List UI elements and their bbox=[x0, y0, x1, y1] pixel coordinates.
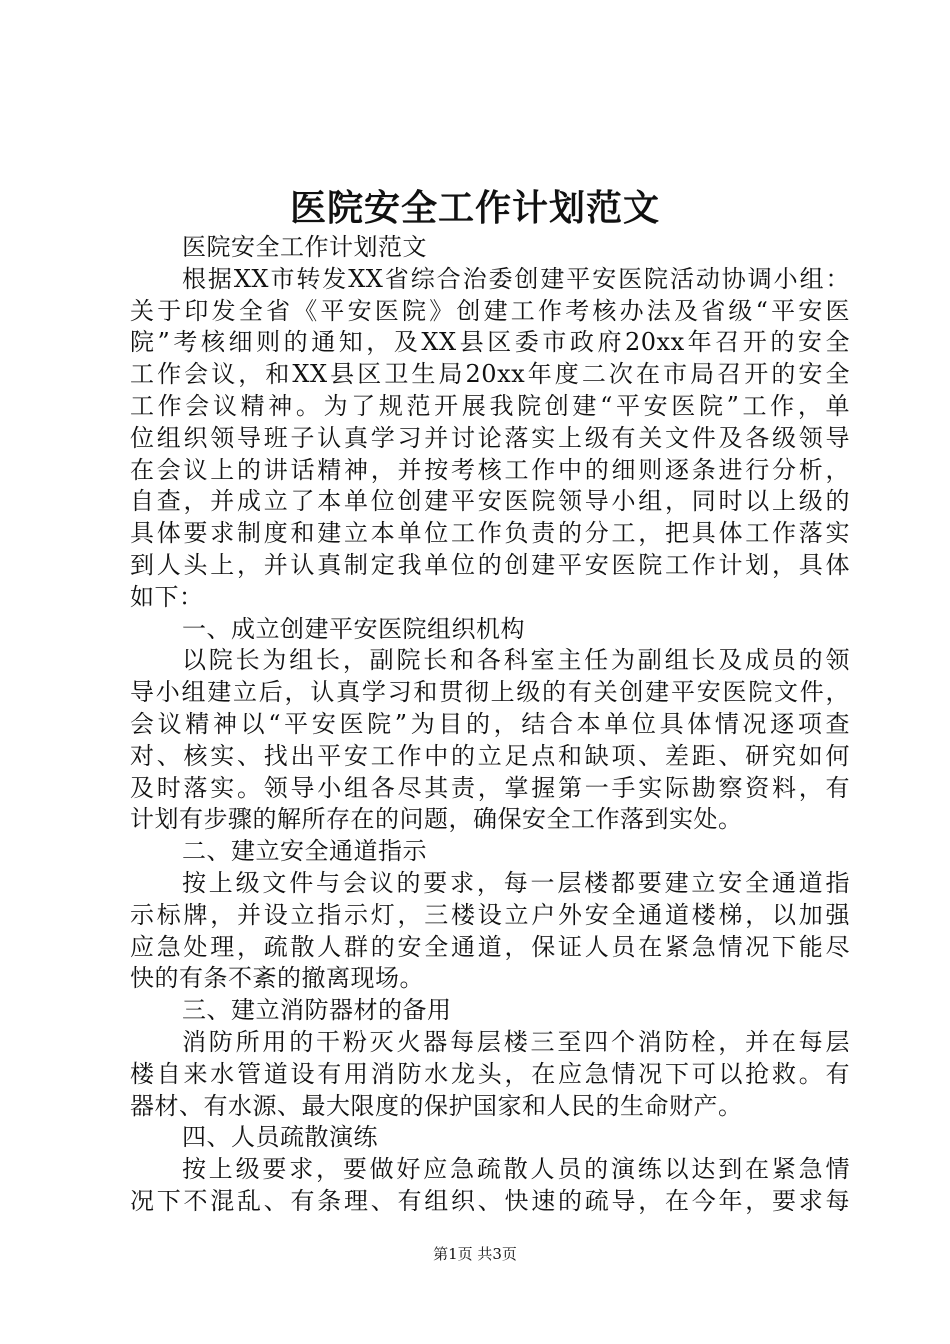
text-line: 四、人员疏散演练 bbox=[182, 1123, 378, 1152]
text-line: 在会议上的讲话精神，并按考核工作中的细则逐条进行分析， bbox=[130, 455, 850, 484]
text-line: 关于印发全省《平安医院》创建工作考核办法及省级“平安医 bbox=[130, 296, 850, 325]
text-line: 二、建立安全通道指示 bbox=[182, 837, 427, 866]
page-footer: 第1页 共3页 bbox=[433, 1245, 517, 1263]
text-line: 院”考核细则的通知，及XX县区委市政府20xx年召开的安全 bbox=[130, 328, 850, 357]
text-line: 快的有条不紊的撤离现场。 bbox=[130, 964, 424, 993]
text-line: 自查，并成立了本单位创建平安医院领导小组，同时以上级的 bbox=[130, 487, 850, 516]
text-line: 计划有步骤的解所存在的问题，确保安全工作落到实处。 bbox=[130, 805, 743, 834]
text-line: 况下不混乱、有条理、有组织、快速的疏导，在今年，要求每 bbox=[130, 1186, 850, 1215]
text-line: 医院安全工作计划范文 bbox=[182, 233, 427, 261]
text-line: 消防所用的干粉灭火器每层楼三至四个消防栓，并在每层 bbox=[182, 1027, 850, 1056]
text-line: 导小组建立后，认真学习和贯彻上级的有关创建平安医院文件， bbox=[130, 678, 850, 707]
text-line: 按上级要求，要做好应急疏散人员的演练以达到在紧急情 bbox=[182, 1155, 850, 1184]
text-line: 对、核实、找出平安工作中的立足点和缺项、差距、研究如何 bbox=[130, 741, 850, 770]
text-line: 器材、有水源、最大限度的保护国家和人民的生命财产。 bbox=[130, 1091, 743, 1120]
document-title: 医院安全工作计划范文 bbox=[289, 187, 660, 229]
text-line: 到人头上，并认真制定我单位的创建平安医院工作计划，具体 bbox=[130, 550, 850, 579]
text-line: 工作会议，和XX县区卫生局20xx年度二次在市局召开的安全 bbox=[130, 360, 850, 389]
text-line: 工作会议精神。为了规范开展我院创建“平安医院”工作，单 bbox=[130, 391, 850, 420]
text-line: 按上级文件与会议的要求，每一层楼都要建立安全通道指 bbox=[182, 868, 850, 897]
text-line: 楼自来水管道设有用消防水龙头，在应急情况下可以抢救。有 bbox=[130, 1059, 850, 1088]
text-line: 三、建立消防器材的备用 bbox=[182, 996, 452, 1025]
text-line: 及时落实。领导小组各尽其责，掌握第一手实际勘察资料，有 bbox=[130, 773, 850, 802]
text-line: 根据XX市转发XX省综合治委创建平安医院活动协调小组： bbox=[182, 264, 850, 293]
text-line: 示标牌，并设立指示灯，三楼设立户外安全通道楼梯，以加强 bbox=[130, 900, 850, 929]
text-line: 应急处理，疏散人群的安全通道，保证人员在紧急情况下能尽 bbox=[130, 932, 850, 961]
document-body bbox=[130, 232, 850, 1218]
text-line: 会议精神以“平安医院”为目的，结合本单位具体情况逐项查 bbox=[130, 709, 850, 738]
text-line: 位组织领导班子认真学习并讨论落实上级有关文件及各级领导 bbox=[130, 423, 850, 452]
text-line: 如下： bbox=[130, 582, 204, 611]
text-line: 以院长为组长，副院长和各科室主任为副组长及成员的领 bbox=[182, 646, 850, 675]
text-line: 具体要求制度和建立本单位工作负责的分工，把具体工作落实 bbox=[130, 519, 850, 548]
text-line: 一、成立创建平安医院组织机构 bbox=[182, 614, 525, 643]
